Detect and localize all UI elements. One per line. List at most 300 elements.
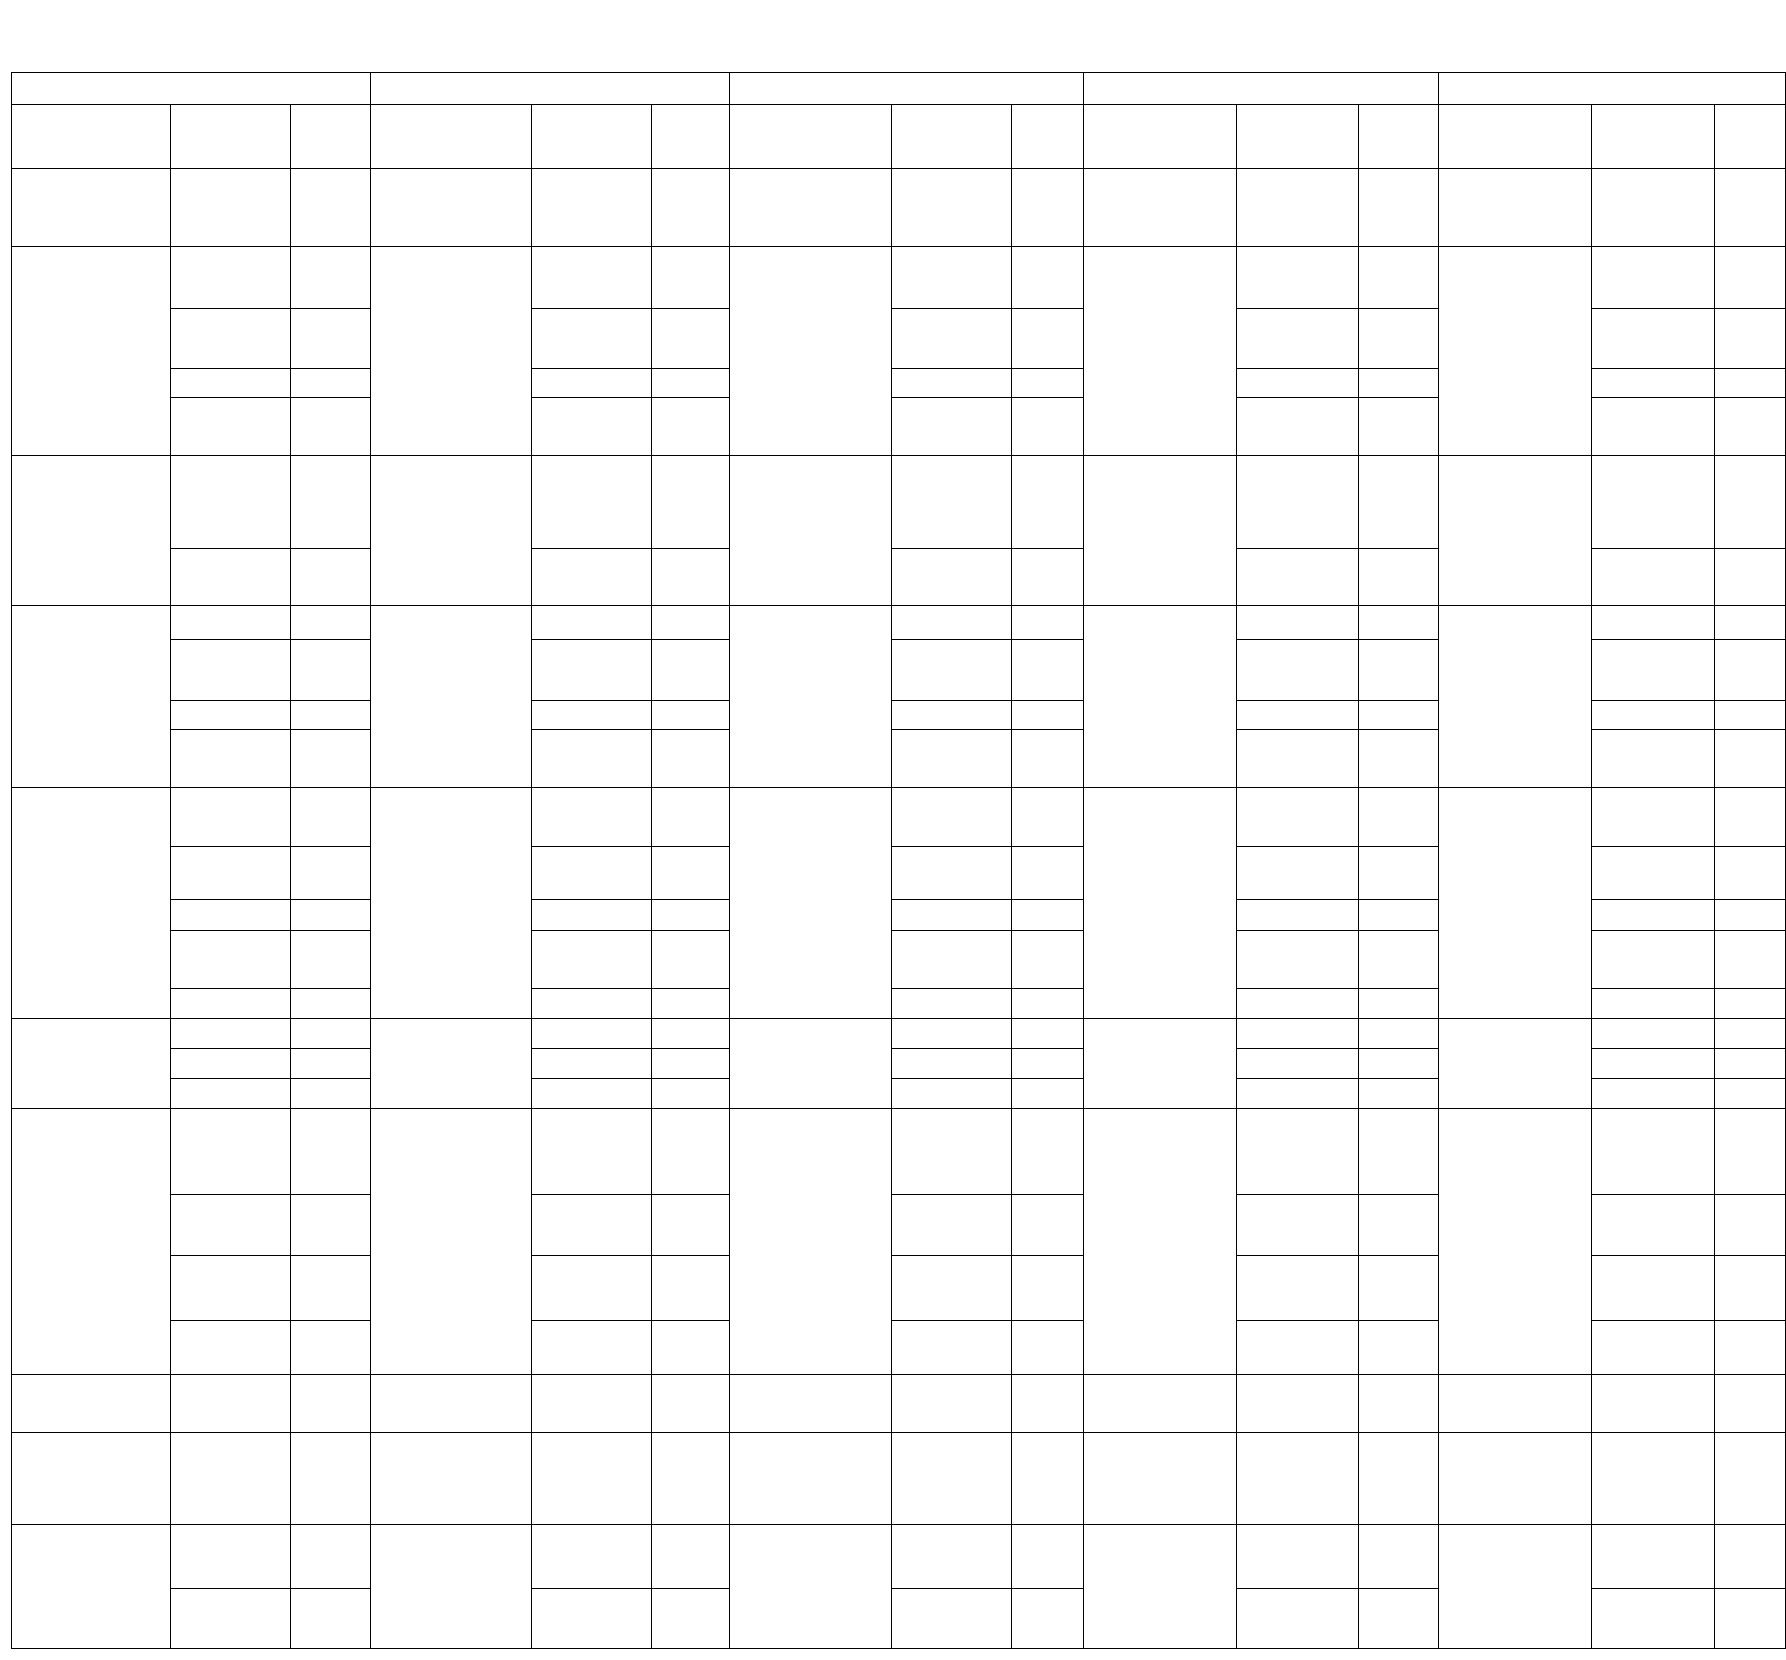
weight-value — [291, 247, 371, 309]
day-header — [1084, 73, 1439, 105]
ingredient-name — [892, 1374, 1012, 1432]
ingredient-name — [171, 455, 291, 548]
ingredient-name — [532, 548, 652, 605]
weight-value — [1359, 1432, 1439, 1525]
weight-value — [1359, 1079, 1439, 1109]
weight-value — [291, 1195, 371, 1256]
empty-cell — [532, 1320, 652, 1374]
ingredient-name — [1592, 548, 1715, 605]
weight-value — [1012, 1432, 1084, 1525]
table-row — [12, 605, 1786, 640]
ingredient-name — [892, 847, 1012, 900]
empty-cell — [1592, 397, 1715, 455]
ingredient-name — [1592, 1019, 1715, 1049]
empty-cell — [1359, 309, 1439, 369]
empty-cell — [652, 1588, 730, 1648]
dish-name — [730, 247, 892, 456]
col-header-dish — [371, 104, 532, 168]
dish-name — [12, 1432, 171, 1525]
ingredient-name — [1237, 1195, 1359, 1256]
dish-name — [1084, 1525, 1237, 1649]
weight-value — [1715, 455, 1786, 548]
empty-cell — [1359, 1320, 1439, 1374]
col-header-dish — [730, 104, 892, 168]
empty-cell — [1592, 730, 1715, 788]
weight-value — [291, 1079, 371, 1109]
weight-value — [652, 1019, 730, 1049]
dish-name — [730, 1525, 892, 1649]
ingredient-name — [532, 899, 652, 930]
ingredient-name — [1592, 1108, 1715, 1195]
ingredient-name — [1592, 1256, 1715, 1320]
empty-cell — [1715, 988, 1786, 1019]
ingredient-name — [892, 168, 1012, 246]
weight-value — [1359, 1048, 1439, 1079]
weight-value — [1359, 1019, 1439, 1049]
empty-cell — [291, 369, 371, 397]
dish-name — [12, 168, 171, 246]
weight-value — [652, 1048, 730, 1079]
empty-cell — [1012, 397, 1084, 455]
ingredient-name — [892, 899, 1012, 930]
weight-value — [1012, 1256, 1084, 1320]
empty-cell — [892, 309, 1012, 369]
ingredient-name — [532, 1525, 652, 1588]
empty-cell — [892, 730, 1012, 788]
dish-name — [371, 1432, 532, 1525]
weight-value — [1012, 247, 1084, 309]
weight-value — [1715, 788, 1786, 847]
dish-name — [1439, 455, 1592, 605]
weight-value — [652, 548, 730, 605]
ingredient-name — [1592, 247, 1715, 309]
ingredient-name — [532, 788, 652, 847]
col-header-weight — [291, 104, 371, 168]
weight-value — [652, 168, 730, 246]
dish-name — [371, 1374, 532, 1432]
empty-cell — [1715, 309, 1786, 369]
empty-cell — [652, 397, 730, 455]
empty-cell — [532, 369, 652, 397]
ingredient-name — [1237, 1079, 1359, 1109]
empty-cell — [1592, 369, 1715, 397]
empty-cell — [291, 988, 371, 1019]
dish-name — [1084, 1432, 1237, 1525]
empty-cell — [1012, 730, 1084, 788]
dish-name — [371, 455, 532, 605]
empty-cell — [532, 730, 652, 788]
dish-name — [1084, 1374, 1237, 1432]
weight-value — [1012, 1374, 1084, 1432]
weight-value — [1012, 168, 1084, 246]
table-row — [12, 455, 1786, 548]
dish-name — [730, 1108, 892, 1374]
weight-value — [291, 899, 371, 930]
weight-value — [1359, 168, 1439, 246]
ingredient-name — [1237, 1525, 1359, 1588]
ingredient-name — [1237, 605, 1359, 640]
weight-value — [1359, 899, 1439, 930]
empty-cell — [652, 988, 730, 1019]
col-header-dish — [1439, 104, 1592, 168]
ingredient-name — [171, 1079, 291, 1109]
ingredient-name — [892, 548, 1012, 605]
weight-value — [1715, 548, 1786, 605]
weight-value — [652, 899, 730, 930]
ingredient-name — [1592, 1525, 1715, 1588]
table-row — [12, 1432, 1786, 1525]
day-header — [730, 73, 1084, 105]
dish-name — [371, 788, 532, 1019]
table-row — [12, 168, 1786, 246]
ingredient-name — [532, 1432, 652, 1525]
dish-name — [730, 605, 892, 787]
weight-value — [1359, 640, 1439, 700]
ingredient-name — [1237, 847, 1359, 900]
dish-name — [1439, 168, 1592, 246]
ingredient-name — [171, 899, 291, 930]
dish-name — [12, 605, 171, 787]
empty-cell — [1592, 700, 1715, 730]
empty-cell — [892, 369, 1012, 397]
ingredient-name — [532, 1108, 652, 1195]
ingredient-name — [1592, 1374, 1715, 1432]
weight-value — [1012, 605, 1084, 640]
weight-value — [1715, 1079, 1786, 1109]
ingredient-name — [892, 788, 1012, 847]
dish-name — [12, 1525, 171, 1649]
ingredient-name — [1592, 1432, 1715, 1525]
col-header-ingredient — [892, 104, 1012, 168]
empty-cell — [1715, 730, 1786, 788]
weight-value — [1012, 930, 1084, 988]
weight-value — [1012, 1525, 1084, 1588]
ingredient-name — [532, 1048, 652, 1079]
weight-value — [1012, 640, 1084, 700]
ingredient-name — [532, 455, 652, 548]
ingredient-name — [1592, 1048, 1715, 1079]
empty-cell — [652, 369, 730, 397]
weight-value — [1715, 1374, 1786, 1432]
weight-value — [1359, 455, 1439, 548]
empty-cell — [1592, 1320, 1715, 1374]
weight-value — [1012, 1108, 1084, 1195]
ingredient-name — [1592, 605, 1715, 640]
ingredient-name — [1237, 1256, 1359, 1320]
weight-value — [652, 455, 730, 548]
ingredient-name — [171, 1256, 291, 1320]
ingredient-name — [892, 605, 1012, 640]
weight-value — [1715, 605, 1786, 640]
ingredient-name — [892, 1432, 1012, 1525]
weight-value — [652, 1108, 730, 1195]
dish-name — [371, 1525, 532, 1649]
weight-value — [652, 640, 730, 700]
weight-value — [1359, 1195, 1439, 1256]
weight-value — [1715, 899, 1786, 930]
ingredient-name — [171, 788, 291, 847]
ingredient-name — [1592, 899, 1715, 930]
dish-name — [12, 1019, 171, 1109]
ingredient-name — [1237, 548, 1359, 605]
empty-cell — [1592, 1588, 1715, 1648]
empty-cell — [1715, 1588, 1786, 1648]
ingredient-name — [892, 455, 1012, 548]
empty-cell — [1237, 988, 1359, 1019]
dish-name — [1084, 1108, 1237, 1374]
ingredient-name — [1237, 930, 1359, 988]
empty-cell — [1012, 988, 1084, 1019]
empty-cell — [652, 1320, 730, 1374]
col-header-dish — [12, 104, 171, 168]
table-row — [12, 788, 1786, 847]
empty-cell — [171, 1320, 291, 1374]
day-header — [371, 73, 730, 105]
ingredient-name — [1237, 168, 1359, 246]
empty-cell — [171, 700, 291, 730]
weight-value — [652, 847, 730, 900]
col-header-ingredient — [532, 104, 652, 168]
weight-value — [1715, 1525, 1786, 1588]
weight-value — [1012, 1019, 1084, 1049]
dish-name — [730, 1432, 892, 1525]
empty-cell — [1359, 988, 1439, 1019]
weight-value — [652, 1374, 730, 1432]
ingredient-name — [171, 847, 291, 900]
empty-cell — [1715, 369, 1786, 397]
dish-name — [12, 788, 171, 1019]
empty-cell — [291, 730, 371, 788]
weight-value — [1012, 1079, 1084, 1109]
table-row — [12, 1525, 1786, 1588]
dish-name — [1439, 1019, 1592, 1109]
weight-value — [1359, 1256, 1439, 1320]
ingredient-name — [1237, 1108, 1359, 1195]
weight-value — [1012, 1195, 1084, 1256]
ingredient-name — [892, 1019, 1012, 1049]
weight-value — [291, 847, 371, 900]
ingredient-name — [171, 1108, 291, 1195]
dish-name — [1084, 455, 1237, 605]
ingredient-name — [892, 247, 1012, 309]
ingredient-name — [171, 548, 291, 605]
weight-value — [291, 788, 371, 847]
empty-cell — [652, 309, 730, 369]
ingredient-name — [171, 1195, 291, 1256]
ingredient-name — [171, 1019, 291, 1049]
weight-value — [291, 640, 371, 700]
ingredient-name — [892, 1195, 1012, 1256]
ingredient-name — [1237, 455, 1359, 548]
ingredient-name — [1592, 847, 1715, 900]
ingredient-name — [1237, 788, 1359, 847]
weight-value — [1715, 1432, 1786, 1525]
ingredient-name — [532, 640, 652, 700]
dish-name — [730, 1019, 892, 1109]
empty-cell — [1715, 1320, 1786, 1374]
weight-value — [1715, 1019, 1786, 1049]
empty-cell — [892, 700, 1012, 730]
empty-cell — [652, 730, 730, 788]
dish-name — [371, 168, 532, 246]
table-row — [12, 247, 1786, 309]
weight-value — [291, 455, 371, 548]
ingredient-name — [1592, 1079, 1715, 1109]
table-row — [12, 1374, 1786, 1432]
weight-value — [291, 1108, 371, 1195]
empty-cell — [1012, 309, 1084, 369]
empty-cell — [532, 397, 652, 455]
weight-value — [652, 1525, 730, 1588]
menu-weight-table — [11, 72, 1786, 1649]
weight-value — [1359, 1374, 1439, 1432]
weight-value — [652, 1432, 730, 1525]
weight-value — [291, 1019, 371, 1049]
ingredient-name — [532, 1374, 652, 1432]
empty-cell — [291, 397, 371, 455]
weight-value — [652, 930, 730, 988]
empty-cell — [532, 1588, 652, 1648]
ingredient-name — [532, 930, 652, 988]
weight-value — [1359, 1108, 1439, 1195]
ingredient-name — [532, 1079, 652, 1109]
empty-cell — [1012, 1588, 1084, 1648]
ingredient-name — [532, 847, 652, 900]
empty-cell — [1715, 700, 1786, 730]
empty-cell — [1237, 309, 1359, 369]
col-header-dish — [1084, 104, 1237, 168]
ingredient-name — [1592, 1195, 1715, 1256]
ingredient-name — [1237, 1374, 1359, 1432]
weight-value — [1715, 168, 1786, 246]
empty-cell — [1237, 397, 1359, 455]
empty-cell — [171, 988, 291, 1019]
dish-name — [1084, 168, 1237, 246]
ingredient-name — [1237, 899, 1359, 930]
day-header — [1439, 73, 1786, 105]
weight-value — [652, 247, 730, 309]
dish-name — [1439, 605, 1592, 787]
weight-value — [1012, 847, 1084, 900]
empty-cell — [1359, 730, 1439, 788]
empty-cell — [1359, 700, 1439, 730]
empty-cell — [892, 988, 1012, 1019]
weight-value — [291, 1256, 371, 1320]
dish-name — [1439, 1432, 1592, 1525]
weight-value — [291, 1374, 371, 1432]
weight-value — [1715, 1048, 1786, 1079]
ingredient-name — [1592, 640, 1715, 700]
empty-cell — [171, 369, 291, 397]
col-header-weight — [1715, 104, 1786, 168]
weight-value — [291, 605, 371, 640]
dish-name — [371, 1108, 532, 1374]
ingredient-name — [1237, 1432, 1359, 1525]
dish-name — [1084, 788, 1237, 1019]
col-header-weight — [1359, 104, 1439, 168]
weight-value — [1012, 1048, 1084, 1079]
ingredient-name — [532, 168, 652, 246]
dish-name — [730, 168, 892, 246]
ingredient-name — [892, 930, 1012, 988]
empty-cell — [892, 1320, 1012, 1374]
empty-cell — [1237, 700, 1359, 730]
weight-value — [1715, 1195, 1786, 1256]
dish-name — [1084, 247, 1237, 456]
ingredient-name — [1237, 1048, 1359, 1079]
col-header-weight — [652, 104, 730, 168]
empty-cell — [291, 309, 371, 369]
col-header-weight — [1012, 104, 1084, 168]
dish-name — [1439, 1374, 1592, 1432]
weight-value — [1715, 640, 1786, 700]
ingredient-name — [171, 247, 291, 309]
weight-value — [652, 1195, 730, 1256]
empty-cell — [171, 309, 291, 369]
empty-cell — [1715, 397, 1786, 455]
ingredient-name — [532, 1256, 652, 1320]
ingredient-name — [171, 168, 291, 246]
weight-value — [1715, 930, 1786, 988]
weight-value — [652, 1079, 730, 1109]
empty-cell — [1012, 369, 1084, 397]
weight-value — [291, 1432, 371, 1525]
weight-value — [1715, 1108, 1786, 1195]
weight-value — [1715, 1256, 1786, 1320]
weight-value — [291, 930, 371, 988]
dish-name — [12, 455, 171, 605]
empty-cell — [1237, 730, 1359, 788]
day-header — [12, 73, 371, 105]
ingredient-name — [892, 1525, 1012, 1588]
empty-cell — [1592, 988, 1715, 1019]
ingredient-name — [171, 605, 291, 640]
ingredient-name — [892, 1108, 1012, 1195]
weight-value — [1012, 899, 1084, 930]
empty-cell — [171, 1588, 291, 1648]
ingredient-name — [892, 1048, 1012, 1079]
dish-name — [1084, 1019, 1237, 1109]
ingredient-name — [1592, 788, 1715, 847]
dish-name — [730, 1374, 892, 1432]
ingredient-name — [171, 1525, 291, 1588]
col-header-ingredient — [171, 104, 291, 168]
ingredient-name — [532, 247, 652, 309]
weight-value — [1359, 247, 1439, 309]
empty-cell — [171, 730, 291, 788]
empty-cell — [532, 988, 652, 1019]
weight-value — [1359, 1525, 1439, 1588]
ingredient-name — [171, 1374, 291, 1432]
weight-value — [1715, 247, 1786, 309]
weight-value — [1012, 455, 1084, 548]
weight-value — [291, 1048, 371, 1079]
ingredient-name — [892, 1256, 1012, 1320]
empty-cell — [1592, 309, 1715, 369]
weight-value — [1359, 548, 1439, 605]
empty-cell — [1012, 1320, 1084, 1374]
empty-cell — [892, 1588, 1012, 1648]
empty-cell — [1237, 1320, 1359, 1374]
ingredient-name — [171, 640, 291, 700]
empty-cell — [1237, 369, 1359, 397]
ingredient-name — [1592, 168, 1715, 246]
weight-value — [652, 605, 730, 640]
weight-value — [291, 548, 371, 605]
ingredient-name — [532, 1019, 652, 1049]
weight-value — [1359, 788, 1439, 847]
table-row — [12, 1108, 1786, 1195]
